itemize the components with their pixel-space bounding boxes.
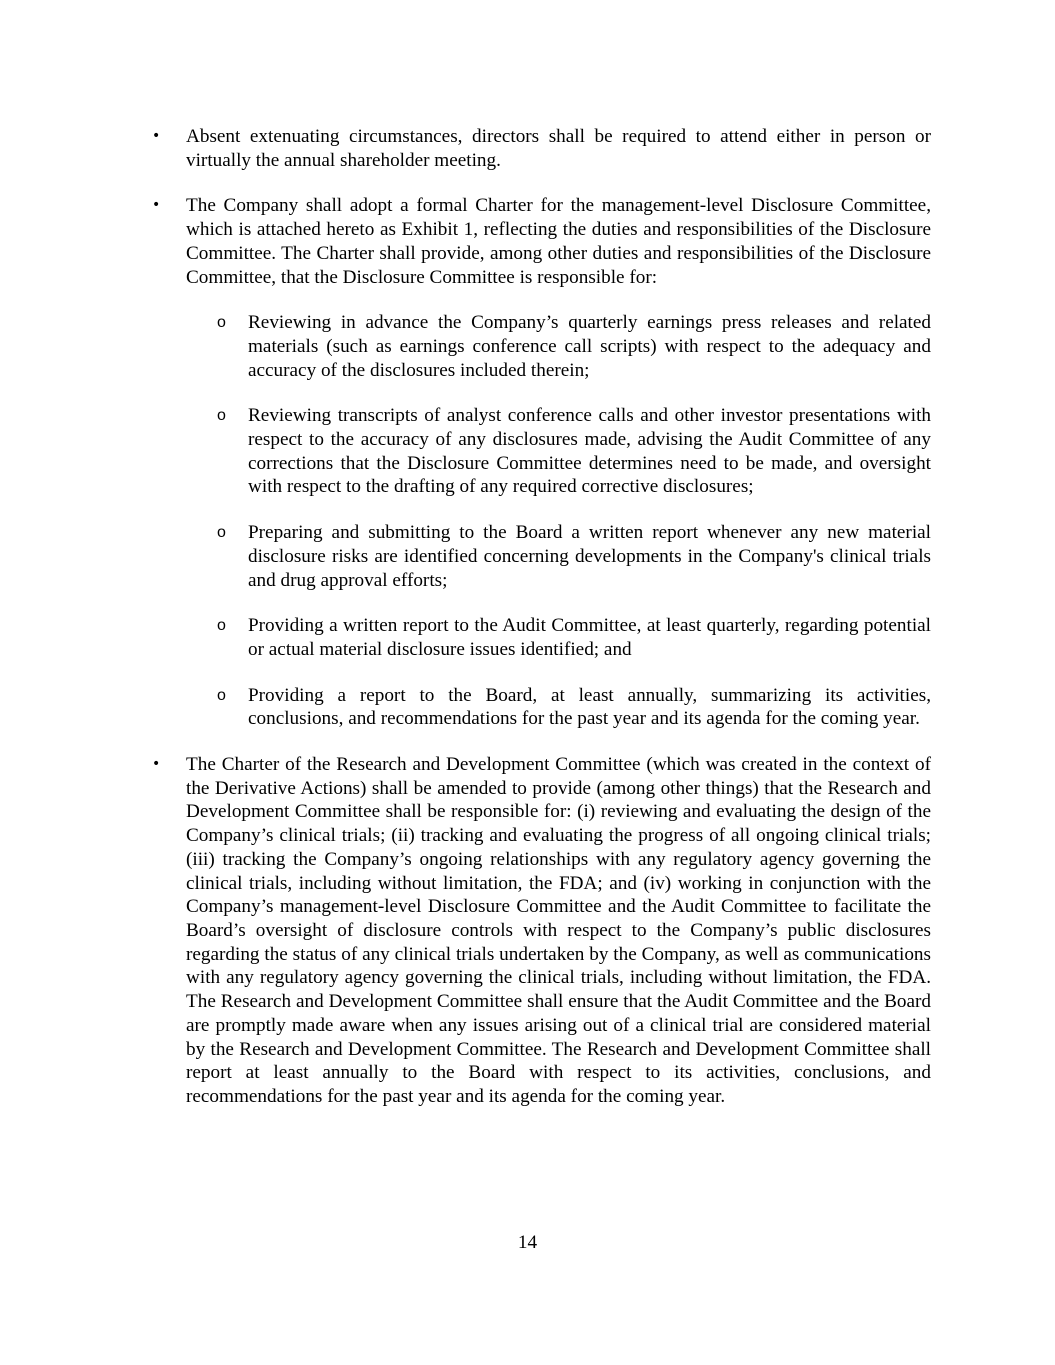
sub-list-item — [217, 404, 931, 499]
bullet-marker: • — [152, 197, 161, 214]
sub-item-text: Reviewing in advance the Company’s quarterly earnings press releases and related materials (such as earnings conference call scripts) with respect to the adequacy and accuracy of the disclosures included therein; — [248, 312, 931, 381]
page-number: 14 — [517, 1232, 538, 1253]
bullet-text: The Charter of the Research and Development Committee (which was created in the context of the Derivative Actions) shall be amended to provide (among other things) that the Research and Development Committee shall be responsible for: (i) reviewing and evaluating the design of the Company’s clinical trials; (ii) tracking and evaluating the progress of all ongoing clinical trials; (iii) tracking the Company’s ongoing relationships with any regulatory agency governing the clinical trials, including without limitation, the FDA; and (iv) working in conjunction with the Company’s management-level Disclosure Committee and the Audit Committee to facilitate the Board’s oversight of disclosure controls with respect to the Company’s public disclosures regarding the status of any clinical trials undertaken by the Company, as well as communications with any regulatory agency governing the clinical trials, including without limitation, the FDA. The Research and Development Committee shall ensure that the Audit Committee and the Board are promptly made aware when any issues arising out of a clinical trial are considered material by the Research and Development Committee. The Research and Development Committee shall report at least annually to the Board with respect to its activities, conclusions, and recommendations for the past year and its agenda for the coming year. — [186, 754, 931, 1107]
disclosure-committee-responsibilities — [217, 311, 931, 731]
bullet-marker: • — [152, 128, 161, 144]
sub-bullet-marker: o — [217, 407, 226, 425]
bullet-item-disclosure-charter — [152, 194, 931, 289]
sub-list-item — [217, 311, 931, 382]
sub-bullet-marker: o — [217, 314, 226, 332]
sub-item-text: Reviewing transcripts of analyst conference calls and other investor presentations with respect to the accuracy of any disclosures made, advising the Audit Committee of any corrections that the Disclosure Committee determines need to be made, and oversight with respect to the drafting of any required corrective disclosures; — [248, 405, 931, 498]
sub-bullet-marker: o — [217, 686, 226, 704]
sub-item-text: Preparing and submitting to the Board a written report whenever any new material disclosure risks are identified concerning developments in the Company's clinical trials and drug approval efforts; — [248, 522, 931, 591]
bullet-item-rd-committee — [152, 753, 931, 1109]
sub-item-text: Providing a report to the Board, at least annually, summarizing its activities, conclusions, and recommendations for the past year and its agenda for the coming year. — [248, 684, 931, 730]
sub-list-item — [217, 521, 931, 592]
bullet-text: The Company shall adopt a formal Charter for the management-level Disclosure Committee, which is attached hereto as Exhibit 1, reflecting the duties and responsibilities of the Disclosure Committee. The Charter shall provide, among other duties and responsibilities of the Disclosure Committee, that the Disclosure Committee is responsible for: — [186, 195, 931, 288]
bullet-marker: • — [152, 756, 161, 773]
sub-list-item — [217, 614, 931, 661]
sub-bullet-marker: o — [217, 617, 226, 635]
document-body — [152, 125, 931, 1109]
sub-item-text: Providing a written report to the Audit Committee, at least quarterly, regarding potential or actual material disclosure issues identified; and — [248, 615, 931, 660]
bullet-item-attendance — [152, 125, 931, 172]
sub-list-item — [217, 684, 931, 731]
sub-bullet-marker: o — [217, 524, 226, 542]
bullet-text: Absent extenuating circumstances, directors shall be required to attend either in person or virtually the annual shareholder meeting. — [186, 126, 931, 171]
